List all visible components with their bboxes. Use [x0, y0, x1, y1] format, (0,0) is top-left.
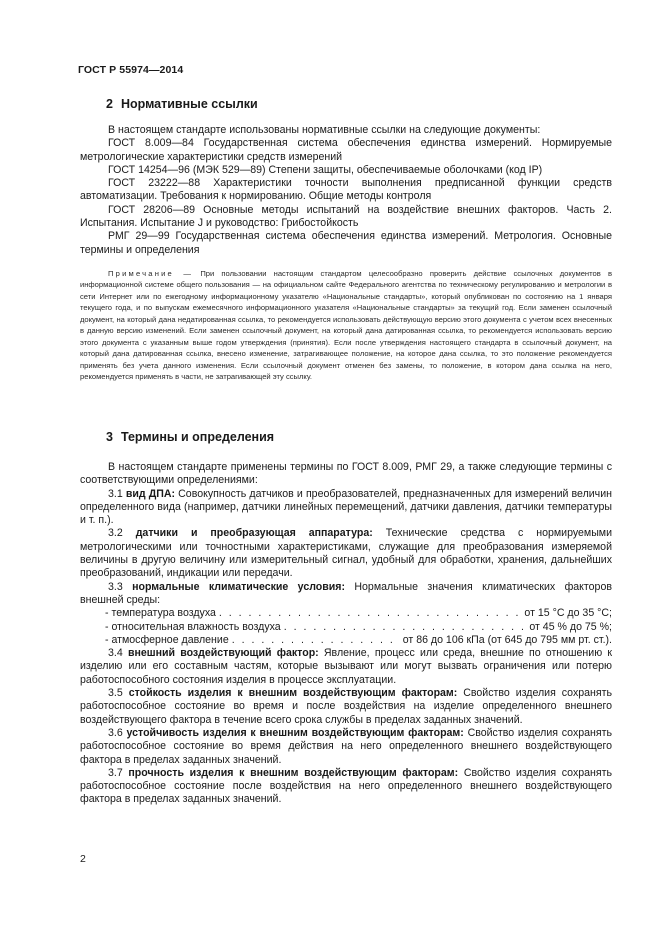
- climate-label: - температура воздуха: [105, 607, 216, 620]
- term-definition: Явление, процесс или среда, внешние по отношению к изделию или его составным частям, которые вызывают или могут вызвать ограничения или потерю работоспособного состояния изделия в процессе эксплуатации.: [80, 647, 612, 686]
- term-number: 3.2: [108, 527, 123, 540]
- section-3-body: [80, 461, 612, 807]
- section-3-intro: В настоящем стандарте применены термины по ГОСТ 8.009, РМГ 29, а также следующие термины с соответствующими определениями:: [80, 461, 612, 487]
- term-3-4: [80, 647, 612, 687]
- term-definition: Свойство изделия сохранять работоспособное состояние после воздействия на него определенного внешнего воздействующего фактора в пределах заданных значений.: [80, 766, 612, 806]
- term-3-6: [80, 727, 612, 767]
- term-number: 3.1: [108, 487, 123, 500]
- climate-item-temperature: [80, 607, 612, 620]
- section-2-body: [80, 124, 612, 257]
- term-3-3: [80, 581, 612, 608]
- term-number: 3.3: [108, 580, 123, 593]
- leader-dots: [219, 607, 522, 620]
- term-number: 3.4: [108, 647, 123, 660]
- climate-value: от 86 до 106 кПа (от 645 до 795 мм рт. ст.).: [402, 633, 612, 646]
- term-definition: Свойство изделия сохранять работоспособное состояние во время и после воздействия на изделие определенного внешнего воздействующего фактора в течение всего срока службы в пределах заданных значений.: [80, 687, 612, 726]
- page-number: 2: [80, 853, 86, 865]
- section-2-intro: В настоящем стандарте использованы нормативные ссылки на следующие документы:: [108, 124, 541, 136]
- term-number: 3.5: [108, 687, 123, 700]
- term-name: вид ДПА:: [125, 487, 176, 500]
- note-block: [80, 268, 612, 383]
- term-definition: Нормальные значения климатических факторов внешней среды:: [80, 580, 612, 606]
- note-paragraph: [80, 268, 612, 383]
- term-name: устойчивость изделия к внешним воздействующим факторам:: [126, 726, 464, 739]
- section-3-heading: [106, 430, 274, 444]
- section-2-heading: [106, 97, 258, 111]
- leader-dots: [284, 621, 527, 634]
- term-name: стойкость изделия к внешним воздействующим факторам:: [128, 687, 458, 700]
- reference-item: ГОСТ 8.009—84 Государственная система обеспечения единства измерений. Нормируемые метрологические характеристики средств измерений: [80, 137, 612, 163]
- term-3-5: [80, 687, 612, 727]
- climate-value: от 15 °С до 35 °С;: [524, 607, 612, 620]
- term-name: прочность изделия к внешним воздействующим факторам:: [128, 766, 459, 779]
- climate-item-humidity: [80, 621, 612, 634]
- section-2-title: Нормативные ссылки: [120, 97, 258, 111]
- reference-item: ГОСТ 23222—88 Характеристики точности выполнения предписанной функции средств автоматизации. Требования к нормированию. Общие методы контроля: [80, 177, 612, 203]
- reference-item: ГОСТ 28206—89 Основные методы испытаний на воздействие внешних факторов. Часть 2. Испытания. Испытание J и руководство: Грибостойкость: [80, 203, 612, 230]
- term-3-2: [80, 527, 612, 580]
- note-label: Примечание —: [108, 269, 194, 278]
- leader-dots: [232, 634, 400, 647]
- section-2-number: 2: [106, 97, 113, 111]
- term-definition: Технические средства с нормируемыми метрологическими или точностными характеристиками, служащие для преобразования измеряемой величины в другую величину или измерительный сигнал, удобный для обработки, хранения, дальнейших преобразований, индикации или передачи.: [80, 527, 613, 580]
- document-header: ГОСТ Р 55974—2014: [78, 64, 184, 76]
- climate-value: от 45 % до 75 %;: [529, 620, 612, 633]
- term-3-1: [80, 488, 612, 528]
- section-3-title: Термины и определения: [120, 430, 275, 444]
- term-definition: Свойство изделия сохранять работоспособное состояние во время действия на него определенного внешнего воздействующего фактора в пределах заданных значений.: [80, 726, 612, 766]
- reference-item: РМГ 29—99 Государственная система обеспечения единства измерений. Метрология. Основные термины и определения: [80, 230, 612, 256]
- section-3-number: 3: [106, 430, 113, 444]
- climate-item-pressure: [80, 634, 612, 647]
- term-3-7: [80, 767, 612, 807]
- climate-label: - атмосферное давление: [105, 633, 229, 646]
- term-name: нормальные климатические условия:: [132, 580, 346, 593]
- climate-label: - относительная влажность воздуха: [105, 620, 281, 633]
- term-number: 3.6: [108, 726, 123, 739]
- term-number: 3.7: [108, 766, 123, 779]
- note-text: При пользовании настоящим стандартом целесообразно проверить действие ссылочных документов в информационной системе общего пользования — на официальном сайте Федерального агентства по техническому регулированию и метрологии в сети Интернет или по ежегодному информационному указателю «Национальные стандарты», который опубликован по состоянию на 1 января текущего года, и по выпускам ежемесячного информационного указателя «Национальные стандарты» за текущий год. Если заменен ссылочный документ, на который дана недатированная ссылка, то рекомендуется использовать действующую версию этого документа с учетом всех внесенных в данную версию изменений. Если заменен ссылочный документ, на который дана датированная ссылка, то рекомендуется использовать версию этого документа с указанным выше годом утверждения (принятия). Если после утверждения настоящего стандарта в ссылочный документ, на который дана датированная ссылка, внесено изменение, затрагивающее положение, на которое дана ссылка, то это положение рекомендуется применять без учета данного изменения. Если ссылочный документ отменен без замены, то положение, в котором дана ссылка на него, рекомендуется применять в части, не затрагивающей эту ссылку.: [80, 269, 612, 382]
- reference-item: ГОСТ 14254—96 (МЭК 529—89) Степени защиты, обеспечиваемые оболочками (код IP): [108, 163, 543, 176]
- term-name: внешний воздействующий фактор:: [127, 647, 319, 660]
- term-name: датчики и преобразующая аппаратура:: [135, 527, 373, 540]
- term-definition: Совокупность датчиков и преобразователей, предназначенных для измерений величин определенного вида (например, датчики линейных перемещений, датчики давления, датчики температуры и т. п.).: [80, 487, 612, 527]
